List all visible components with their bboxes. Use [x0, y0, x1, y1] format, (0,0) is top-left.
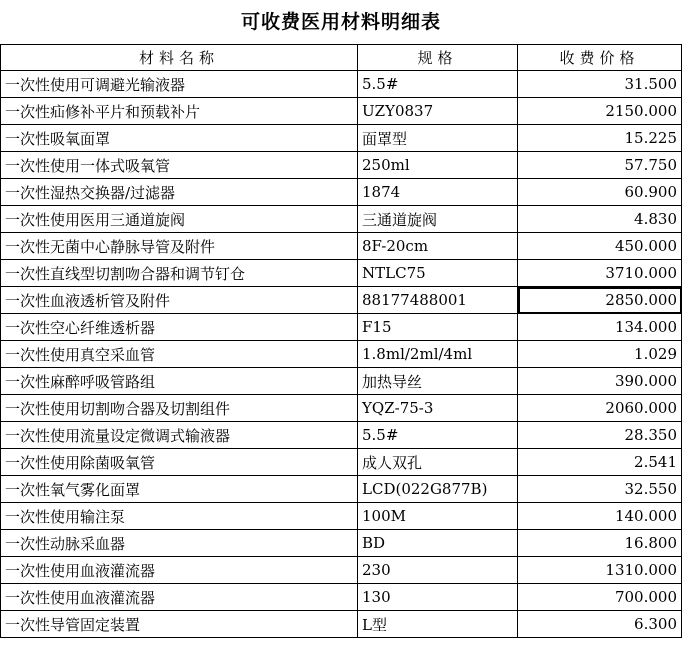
price-cell[interactable]: 140.000: [518, 503, 682, 530]
table-row: [1, 179, 682, 206]
spec-cell[interactable]: 1.8ml/2ml/4ml: [358, 341, 518, 368]
material-name-cell[interactable]: 一次性使用血液灌流器: [1, 557, 358, 584]
table-row: [1, 611, 682, 638]
material-name-cell[interactable]: 一次性使用一体式吸氧管: [1, 152, 358, 179]
spec-cell[interactable]: 面罩型: [358, 125, 518, 152]
material-name-cell[interactable]: 一次性麻醉呼吸管路组: [1, 368, 358, 395]
material-name-cell[interactable]: 一次性使用真空采血管: [1, 341, 358, 368]
header-row: [1, 45, 682, 71]
table-row: [1, 98, 682, 125]
spec-cell[interactable]: YQZ-75-3: [358, 395, 518, 422]
price-cell[interactable]: 57.750: [518, 152, 682, 179]
header-price-cell[interactable]: 收费价格: [518, 45, 682, 71]
price-cell[interactable]: 31.500: [518, 71, 682, 98]
material-name-cell[interactable]: 一次性使用输注泵: [1, 503, 358, 530]
spec-cell[interactable]: 5.5#: [358, 422, 518, 449]
price-cell[interactable]: 2150.000: [518, 98, 682, 125]
spec-cell[interactable]: L型: [358, 611, 518, 638]
header-name-cell[interactable]: 材料名称: [1, 45, 358, 71]
material-name-cell[interactable]: 一次性直线型切割吻合器和调节钉仓: [1, 260, 358, 287]
spec-cell[interactable]: UZY0837: [358, 98, 518, 125]
spec-cell[interactable]: 成人双孔: [358, 449, 518, 476]
table-row: [1, 71, 682, 98]
material-name-cell[interactable]: 一次性疝修补平片和预载补片: [1, 98, 358, 125]
material-name-cell[interactable]: 一次性动脉采血器: [1, 530, 358, 557]
spec-cell[interactable]: 88177488001: [358, 287, 518, 314]
table-row: [1, 530, 682, 557]
material-name-cell[interactable]: 一次性导管固定装置: [1, 611, 358, 638]
material-name-cell[interactable]: 一次性使用流量设定微调式输液器: [1, 422, 358, 449]
spec-cell[interactable]: 5.5#: [358, 71, 518, 98]
spec-cell[interactable]: LCD(022G877B): [358, 476, 518, 503]
table-row: [1, 449, 682, 476]
price-cell[interactable]: 700.000: [518, 584, 682, 611]
table-row: [1, 152, 682, 179]
table-row: [1, 233, 682, 260]
spec-cell[interactable]: 三通道旋阀: [358, 206, 518, 233]
material-name-cell[interactable]: 一次性吸氧面罩: [1, 125, 358, 152]
table-row: [1, 314, 682, 341]
price-cell[interactable]: 134.000: [518, 314, 682, 341]
spec-cell[interactable]: 加热导丝: [358, 368, 518, 395]
table-row: [1, 368, 682, 395]
price-cell[interactable]: 1.029: [518, 341, 682, 368]
price-cell[interactable]: 390.000: [518, 368, 682, 395]
spec-cell[interactable]: 100M: [358, 503, 518, 530]
price-cell[interactable]: 28.350: [518, 422, 682, 449]
header-spec-cell[interactable]: 规格: [358, 45, 518, 71]
material-name-cell[interactable]: 一次性湿热交换器/过滤器: [1, 179, 358, 206]
sheet-title: 可收费医用材料明细表: [240, 11, 441, 33]
material-name-cell[interactable]: 一次性使用血液灌流器: [1, 584, 358, 611]
price-cell[interactable]: 60.900: [518, 179, 682, 206]
material-name-cell[interactable]: 一次性使用医用三通道旋阀: [1, 206, 358, 233]
price-cell[interactable]: 16.800: [518, 530, 682, 557]
table-row: [1, 341, 682, 368]
material-name-cell[interactable]: 一次性氧气雾化面罩: [1, 476, 358, 503]
price-cell[interactable]: 2.541: [518, 449, 682, 476]
spec-cell[interactable]: 1874: [358, 179, 518, 206]
table-row: [1, 287, 682, 314]
material-name-cell[interactable]: 一次性使用切割吻合器及切割组件: [1, 395, 358, 422]
table-row: [1, 422, 682, 449]
price-cell[interactable]: 2850.000: [518, 287, 682, 314]
table-row: [1, 206, 682, 233]
spec-cell[interactable]: NTLC75: [358, 260, 518, 287]
table-body: [1, 71, 682, 638]
material-name-cell[interactable]: 一次性无菌中心静脉导管及附件: [1, 233, 358, 260]
table-row: [1, 476, 682, 503]
table-row: [1, 125, 682, 152]
material-name-cell[interactable]: 一次性血液透析管及附件: [1, 287, 358, 314]
price-cell[interactable]: 6.300: [518, 611, 682, 638]
price-cell[interactable]: 15.225: [518, 125, 682, 152]
price-cell[interactable]: 1310.000: [518, 557, 682, 584]
material-name-cell[interactable]: 一次性空心纤维透析器: [1, 314, 358, 341]
material-name-cell[interactable]: 一次性使用可调避光输液器: [1, 71, 358, 98]
spec-cell[interactable]: 130: [358, 584, 518, 611]
spec-cell[interactable]: 230: [358, 557, 518, 584]
price-cell[interactable]: 32.550: [518, 476, 682, 503]
table-row: [1, 260, 682, 287]
price-cell[interactable]: 4.830: [518, 206, 682, 233]
spec-cell[interactable]: 8F-20cm: [358, 233, 518, 260]
materials-table: [0, 44, 682, 638]
price-cell[interactable]: 450.000: [518, 233, 682, 260]
material-name-cell[interactable]: 一次性使用除菌吸氧管: [1, 449, 358, 476]
table-row: [1, 395, 682, 422]
price-cell[interactable]: 2060.000: [518, 395, 682, 422]
spec-cell[interactable]: 250ml: [358, 152, 518, 179]
table-row: [1, 584, 682, 611]
table-row: [1, 503, 682, 530]
table-row: [1, 557, 682, 584]
price-cell[interactable]: 3710.000: [518, 260, 682, 287]
spec-cell[interactable]: F15: [358, 314, 518, 341]
spec-cell[interactable]: BD: [358, 530, 518, 557]
